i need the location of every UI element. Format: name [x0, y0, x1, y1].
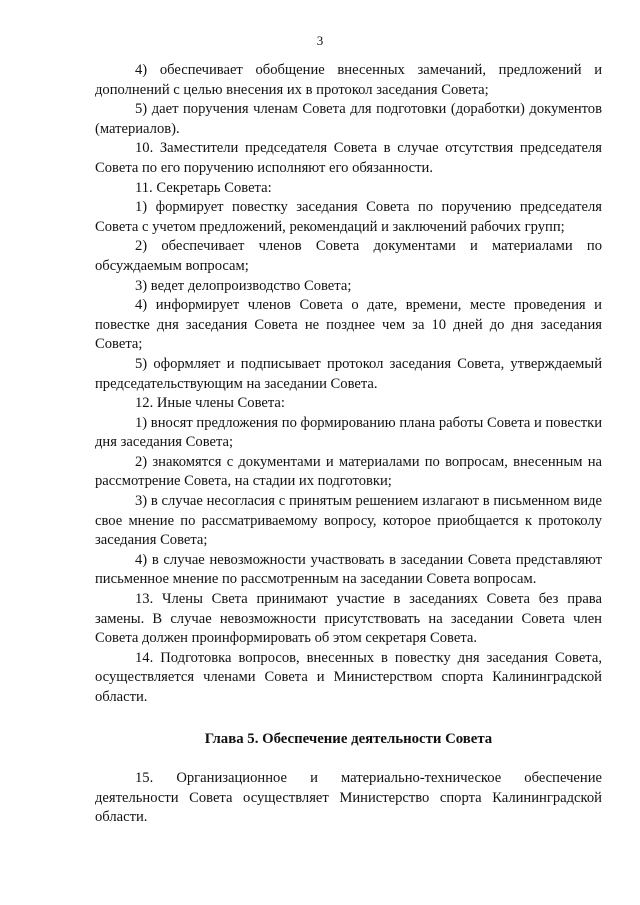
paragraph: 5) дает поручения членам Совета для подготовки (доработки) документов (материалов).: [95, 101, 602, 137]
chapter-heading: Глава 5. Обеспечение деятельности Совета: [204, 730, 493, 747]
paragraph: 12. Иные члены Совета:: [135, 395, 285, 412]
paragraph: 3) в случае несогласия с принятым решением излагают в письменном виде свое мнение по рассматриваемому вопросу, которое приобщается к протоколу заседания Совета;: [95, 493, 602, 549]
paragraph: 4) информирует членов Совета о дате, времени, месте проведения и повестке дня заседания Совета не позднее чем за 10 дней до дня заседания Совета;: [95, 297, 602, 353]
paragraph: 10. Заместители председателя Совета в случае отсутствия председателя Совета по его поручению исполняют его обязанности.: [95, 140, 602, 176]
paragraph: 15. Организационное и материально-техническое обеспечение деятельности Совета осуществляет Министерство спорта Калининградской области.: [95, 770, 602, 826]
paragraph: 14. Подготовка вопросов, внесенных в повестку дня заседания Совета, осуществляется членами Совета и Министерством спорта Калининградской области.: [95, 649, 602, 705]
paragraph: 11. Секретарь Совета:: [135, 179, 272, 196]
paragraph: 2) знакомятся с документами и материалами по вопросам, внесенным на рассмотрение Совета, на стадии их подготовки;: [95, 453, 602, 490]
paragraph: 4) обеспечивает обобщение внесенных замечаний, предложений и дополнений с целью внесения их в протокол заседания Совета;: [95, 62, 602, 98]
paragraph: 13. Члены Света принимают участие в заседаниях Совета без права замены. В случае невозможности присутствовать на заседании Совета член Совета должен проинформировать об этом секретаря Совета.: [95, 591, 602, 647]
page-number: 3: [316, 33, 324, 48]
paragraph: 1) вносят предложения по формированию плана работы Совета и повестки дня заседания Совета;: [95, 414, 602, 451]
paragraph: 4) в случае невозможности участвовать в заседании Совета представляют письменное мнение по рассмотренным на заседании Совета вопросам.: [95, 551, 602, 588]
paragraph: 2) обеспечивает членов Совета документами и материалами по обсуждаемым вопросам;: [95, 238, 602, 274]
paragraph: 5) оформляет и подписывает протокол заседания Совета, утверждаемый председательствующим на заседании Совета.: [95, 355, 602, 392]
paragraph: 1) формирует повестку заседания Совета по поручению председателя Совета с учетом предложений, рекомендаций и заключений рабочих групп;: [95, 199, 602, 235]
paragraph: 3) ведет делопроизводство Совета;: [135, 277, 352, 294]
document-body: [95, 61, 602, 828]
